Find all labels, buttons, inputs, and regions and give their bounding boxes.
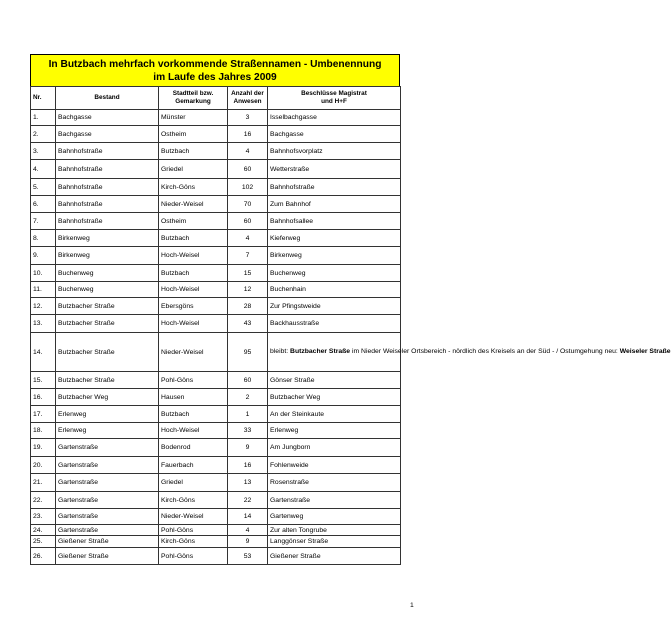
table-row bbox=[31, 265, 401, 282]
cell-nr: 20. bbox=[31, 457, 56, 474]
header-beschluss-line-2: und H+F bbox=[321, 98, 347, 105]
table-row bbox=[31, 372, 401, 389]
cell-beschluss: Wetterstraße bbox=[268, 160, 401, 179]
beschluss-bold-part: Weiseler Straße bbox=[619, 347, 671, 355]
page-number: 1 bbox=[410, 602, 414, 609]
cell-beschluss: Erlenweg bbox=[268, 423, 401, 439]
cell-beschluss: Rosenstraße bbox=[268, 474, 401, 492]
street-renaming-table bbox=[30, 86, 671, 565]
header-bestand: Bestand bbox=[56, 87, 159, 110]
cell-stadtteil: Nieder-Weisel bbox=[159, 509, 228, 525]
cell-anzahl: 7 bbox=[228, 247, 268, 265]
cell-nr: 9. bbox=[31, 247, 56, 265]
cell-nr: 19. bbox=[31, 439, 56, 457]
cell-beschluss: Langgönser Straße bbox=[268, 536, 401, 548]
cell-anzahl: 12 bbox=[228, 282, 268, 298]
cell-nr: 15. bbox=[31, 372, 56, 389]
cell-anzahl: 9 bbox=[228, 439, 268, 457]
cell-bestand: Bahnhofstraße bbox=[56, 213, 159, 230]
cell-anzahl: 53 bbox=[228, 548, 268, 565]
header-stadtteil-line-2: Gemarkung bbox=[175, 98, 211, 105]
header-anzahl bbox=[228, 87, 268, 110]
table-row bbox=[31, 282, 401, 298]
cell-beschluss: Am Jungborn bbox=[268, 439, 401, 457]
cell-bestand: Buchenweg bbox=[56, 282, 159, 298]
cell-stadtteil: Butzbach bbox=[159, 406, 228, 423]
cell-stadtteil: Pohl-Göns bbox=[159, 548, 228, 565]
cell-beschluss: An der Steinkaute bbox=[268, 406, 401, 423]
cell-anzahl: 102 bbox=[228, 179, 268, 196]
cell-anzahl: 4 bbox=[228, 525, 268, 536]
table-row bbox=[31, 230, 401, 247]
cell-nr: 10. bbox=[31, 265, 56, 282]
header-anzahl-line-2: Anwesen bbox=[233, 98, 262, 105]
table-row bbox=[31, 160, 401, 179]
cell-anzahl: 43 bbox=[228, 315, 268, 333]
cell-anzahl: 22 bbox=[228, 492, 268, 509]
cell-beschluss: Bahnhofsvorplatz bbox=[268, 143, 401, 160]
cell-stadtteil: Fauerbach bbox=[159, 457, 228, 474]
cell-bestand: Gießener Straße bbox=[56, 536, 159, 548]
cell-anzahl: 9 bbox=[228, 536, 268, 548]
cell-beschluss: Gönser Straße bbox=[268, 372, 401, 389]
cell-bestand: Butzbacher Straße bbox=[56, 315, 159, 333]
cell-anzahl: 16 bbox=[228, 126, 268, 143]
cell-nr: 22. bbox=[31, 492, 56, 509]
cell-nr: 18. bbox=[31, 423, 56, 439]
table-row bbox=[31, 509, 401, 525]
document-title bbox=[30, 54, 400, 87]
cell-anzahl: 95 bbox=[228, 333, 268, 372]
table-row bbox=[31, 536, 401, 548]
cell-anzahl: 16 bbox=[228, 457, 268, 474]
header-anzahl-line-1: Anzahl der bbox=[231, 90, 264, 97]
cell-beschluss: Bahnhofsallee bbox=[268, 213, 401, 230]
cell-nr: 7. bbox=[31, 213, 56, 230]
cell-beschluss: Buchenweg bbox=[268, 265, 401, 282]
cell-stadtteil: Hoch-Weisel bbox=[159, 247, 228, 265]
cell-bestand: Birkenweg bbox=[56, 247, 159, 265]
table-row bbox=[31, 492, 401, 509]
cell-stadtteil: Kirch-Göns bbox=[159, 179, 228, 196]
cell-beschluss: Butzbacher Weg bbox=[268, 389, 401, 406]
cell-bestand: Gießener Straße bbox=[56, 548, 159, 565]
table-row bbox=[31, 179, 401, 196]
cell-nr: 17. bbox=[31, 406, 56, 423]
cell-bestand: Buchenweg bbox=[56, 265, 159, 282]
cell-anzahl: 4 bbox=[228, 230, 268, 247]
cell-nr: 24. bbox=[31, 525, 56, 536]
cell-beschluss: Zum Bahnhof bbox=[268, 196, 401, 213]
cell-anzahl: 3 bbox=[228, 110, 268, 126]
cell-beschluss: Isselbachgasse bbox=[268, 110, 401, 126]
title-line-1: In Butzbach mehrfach vorkommende Straßennamen - Umbenennung bbox=[48, 59, 382, 70]
cell-anzahl: 2 bbox=[228, 389, 268, 406]
cell-nr: 4. bbox=[31, 160, 56, 179]
cell-anzahl: 14 bbox=[228, 509, 268, 525]
table-header-row bbox=[31, 87, 401, 110]
header-beschluss bbox=[268, 87, 401, 110]
table-row bbox=[31, 474, 401, 492]
cell-nr: 2. bbox=[31, 126, 56, 143]
table-row bbox=[31, 143, 401, 160]
table-row bbox=[31, 315, 401, 333]
table-row bbox=[31, 333, 401, 372]
cell-anzahl: 1 bbox=[228, 406, 268, 423]
cell-bestand: Bahnhofstraße bbox=[56, 196, 159, 213]
cell-bestand: Erlenweg bbox=[56, 406, 159, 423]
cell-bestand: Bahnhofstraße bbox=[56, 179, 159, 196]
cell-nr: 26. bbox=[31, 548, 56, 565]
header-stadtteil bbox=[159, 87, 228, 110]
cell-bestand: Bahnhofstraße bbox=[56, 143, 159, 160]
cell-nr: 6. bbox=[31, 196, 56, 213]
cell-anzahl: 70 bbox=[228, 196, 268, 213]
cell-stadtteil: Nieder-Weisel bbox=[159, 333, 228, 372]
cell-bestand: Bahnhofstraße bbox=[56, 160, 159, 179]
table-row bbox=[31, 298, 401, 315]
cell-nr: 25. bbox=[31, 536, 56, 548]
cell-stadtteil: Hausen bbox=[159, 389, 228, 406]
cell-stadtteil: Butzbach bbox=[159, 265, 228, 282]
cell-stadtteil: Hoch-Weisel bbox=[159, 423, 228, 439]
cell-nr: 21. bbox=[31, 474, 56, 492]
cell-stadtteil: Kirch-Göns bbox=[159, 492, 228, 509]
cell-beschluss: Zur Pfingstweide bbox=[268, 298, 401, 315]
cell-stadtteil: Butzbach bbox=[159, 143, 228, 160]
cell-bestand: Gartenstraße bbox=[56, 509, 159, 525]
cell-anzahl: 15 bbox=[228, 265, 268, 282]
cell-bestand: Gartenstraße bbox=[56, 457, 159, 474]
cell-bestand: Butzbacher Straße bbox=[56, 298, 159, 315]
cell-beschluss: Backhausstraße bbox=[268, 315, 401, 333]
cell-nr: 11. bbox=[31, 282, 56, 298]
cell-stadtteil: Butzbach bbox=[159, 230, 228, 247]
cell-nr: 16. bbox=[31, 389, 56, 406]
cell-nr: 5. bbox=[31, 179, 56, 196]
cell-nr: 8. bbox=[31, 230, 56, 247]
cell-beschluss: Gartenstraße bbox=[268, 492, 401, 509]
table-row bbox=[31, 389, 401, 406]
cell-beschluss: Zur alten Tongrube bbox=[268, 525, 401, 536]
cell-bestand: Butzbacher Weg bbox=[56, 389, 159, 406]
table-row bbox=[31, 196, 401, 213]
table-row bbox=[31, 247, 401, 265]
cell-nr: 1. bbox=[31, 110, 56, 126]
cell-stadtteil: Ostheim bbox=[159, 126, 228, 143]
cell-bestand: Bachgasse bbox=[56, 126, 159, 143]
cell-beschluss: Bachgasse bbox=[268, 126, 401, 143]
cell-anzahl: 60 bbox=[228, 160, 268, 179]
cell-bestand: Butzbacher Straße bbox=[56, 372, 159, 389]
cell-stadtteil: Pohl-Göns bbox=[159, 525, 228, 536]
cell-stadtteil: Hoch-Weisel bbox=[159, 315, 228, 333]
table-row bbox=[31, 126, 401, 143]
cell-stadtteil: Nieder-Weisel bbox=[159, 196, 228, 213]
cell-stadtteil: Bodenrod bbox=[159, 439, 228, 457]
cell-beschluss: Gartenweg bbox=[268, 509, 401, 525]
table-row bbox=[31, 110, 401, 126]
cell-stadtteil: Kirch-Göns bbox=[159, 536, 228, 548]
cell-stadtteil: Münster bbox=[159, 110, 228, 126]
header-nr: Nr. bbox=[31, 87, 56, 110]
cell-nr: 14. bbox=[31, 333, 56, 372]
cell-stadtteil: Ebersgöns bbox=[159, 298, 228, 315]
cell-anzahl: 4 bbox=[228, 143, 268, 160]
cell-beschluss: Bahnhofstraße bbox=[268, 179, 401, 196]
header-stadtteil-line-1: Stadtteil bzw. bbox=[172, 90, 214, 97]
cell-bestand: Erlenweg bbox=[56, 423, 159, 439]
cell-bestand: Gartenstraße bbox=[56, 439, 159, 457]
cell-bestand: Bachgasse bbox=[56, 110, 159, 126]
beschluss-text-part: bleibt: bbox=[270, 347, 291, 355]
cell-stadtteil: Ostheim bbox=[159, 213, 228, 230]
cell-anzahl: 60 bbox=[228, 213, 268, 230]
table-row bbox=[31, 423, 401, 439]
cell-anzahl: 13 bbox=[228, 474, 268, 492]
cell-nr: 13. bbox=[31, 315, 56, 333]
cell-anzahl: 28 bbox=[228, 298, 268, 315]
cell-bestand: Gartenstraße bbox=[56, 492, 159, 509]
cell-stadtteil: Griedel bbox=[159, 474, 228, 492]
cell-beschluss: Kieferweg bbox=[268, 230, 401, 247]
table-row bbox=[31, 457, 401, 474]
table-row bbox=[31, 406, 401, 423]
cell-nr: 3. bbox=[31, 143, 56, 160]
beschluss-text-part: im Nieder Weiseler Ortsbereich - nördlich des Kreisels an der Süd - / Ostumgehung neu: bbox=[350, 347, 620, 355]
cell-bestand: Gartenstraße bbox=[56, 525, 159, 536]
cell-bestand: Gartenstraße bbox=[56, 474, 159, 492]
table-row bbox=[31, 548, 401, 565]
cell-beschluss: Gießener Straße bbox=[268, 548, 401, 565]
table-row bbox=[31, 525, 401, 536]
cell-bestand: Butzbacher Straße bbox=[56, 333, 159, 372]
cell-beschluss: Fohlenweide bbox=[268, 457, 401, 474]
cell-beschluss bbox=[268, 333, 671, 372]
cell-nr: 12. bbox=[31, 298, 56, 315]
cell-beschluss: Birkenweg bbox=[268, 247, 401, 265]
header-beschluss-line-1: Beschlüsse Magistrat bbox=[301, 90, 367, 97]
title-line-2: im Laufe des Jahres 2009 bbox=[153, 72, 277, 83]
cell-beschluss: Buchenhain bbox=[268, 282, 401, 298]
cell-stadtteil: Hoch-Weisel bbox=[159, 282, 228, 298]
cell-nr: 23. bbox=[31, 509, 56, 525]
cell-bestand: Birkenweg bbox=[56, 230, 159, 247]
table-row bbox=[31, 213, 401, 230]
cell-stadtteil: Griedel bbox=[159, 160, 228, 179]
table-body bbox=[31, 110, 671, 565]
cell-anzahl: 60 bbox=[228, 372, 268, 389]
beschluss-bold-part: Butzbacher Straße bbox=[290, 347, 351, 355]
cell-stadtteil: Pohl-Göns bbox=[159, 372, 228, 389]
cell-anzahl: 33 bbox=[228, 423, 268, 439]
table-row bbox=[31, 439, 401, 457]
